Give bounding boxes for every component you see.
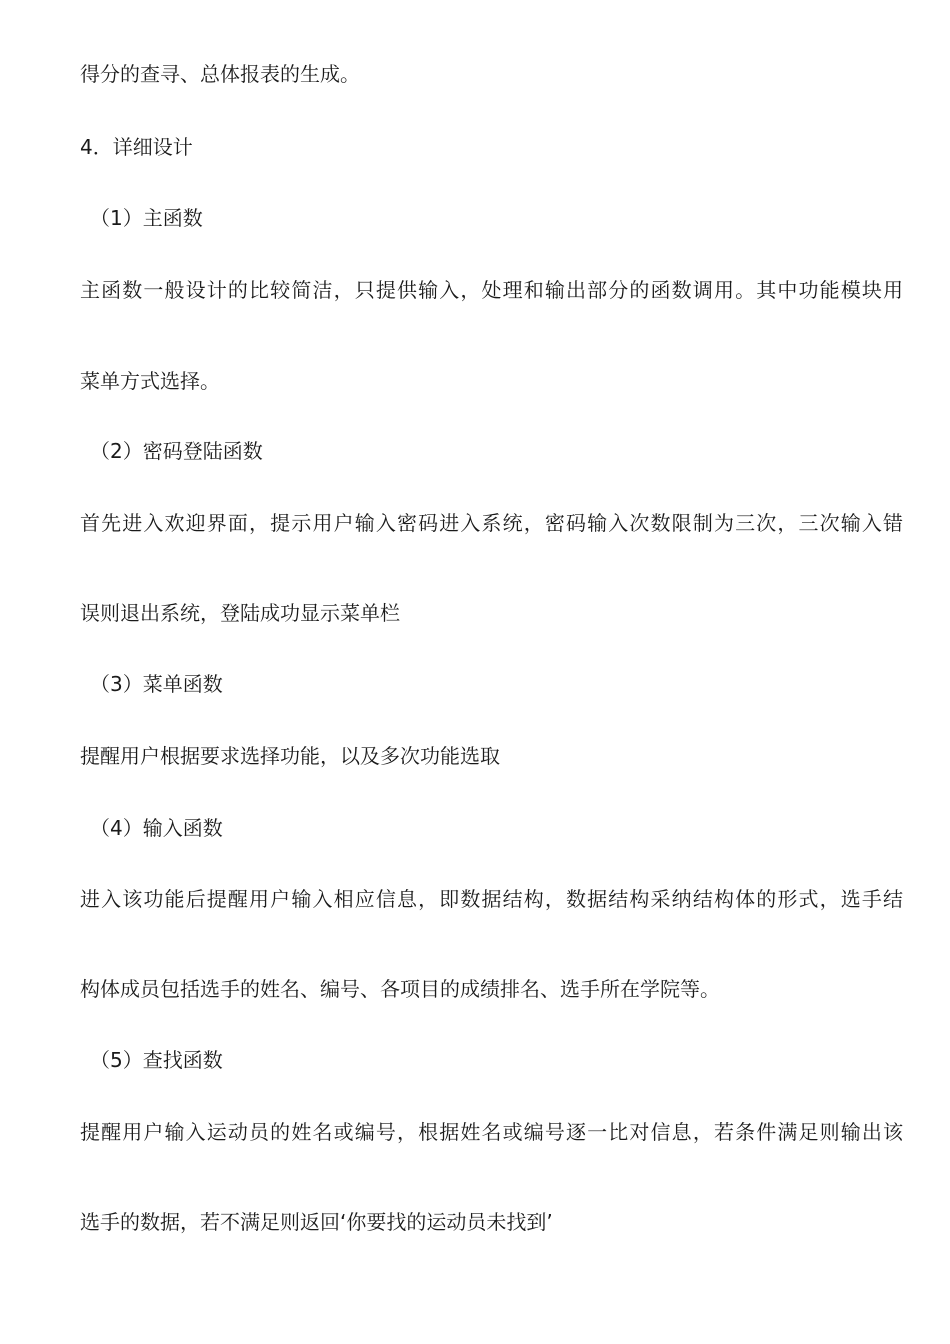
subheading-input-function: （4）输入函数 [90, 816, 223, 840]
subheading-menu-function: （3）菜单函数 [90, 672, 223, 696]
subheading-password-login-function: （2）密码登陆函数 [90, 439, 263, 463]
paragraph-search-function-line-2: 选手的数据，若不满足则返回‘你要找的运动员未找到’ [80, 1210, 553, 1234]
section-heading-detailed-design: 4．详细设计 [80, 135, 193, 159]
paragraph-menu-function: 提醒用户根据要求选择功能，以及多次功能选取 [80, 744, 500, 768]
subheading-search-function: （5）查找函数 [90, 1048, 223, 1072]
paragraph-input-function-line-1: 进入该功能后提醒用户输入相应信息，即数据结构，数据结构采纳结构体的形式，选手结 [80, 887, 903, 911]
paragraph-input-function-line-2: 构体成员包括选手的姓名、编号、各项目的成绩排名、选手所在学院等。 [80, 977, 720, 1001]
paragraph-password-login-line-2: 误则退出系统，登陆成功显示菜单栏 [80, 601, 400, 625]
paragraph-search-function-line-1: 提醒用户输入运动员的姓名或编号，根据姓名或编号逐一比对信息，若条件满足则输出该 [80, 1120, 903, 1144]
paragraph-password-login-line-1: 首先进入欢迎界面，提示用户输入密码进入系统，密码输入次数限制为三次，三次输入错 [80, 511, 903, 535]
paragraph-main-function-line-2: 菜单方式选择。 [80, 369, 220, 393]
subheading-main-function: （1）主函数 [90, 206, 203, 230]
paragraph-main-function-line-1: 主函数一般设计的比较简洁，只提供输入，处理和输出部分的函数调用。其中功能模块用 [80, 278, 903, 302]
text-line-report-generation: 得分的查寻、总体报表的生成。 [80, 62, 360, 86]
